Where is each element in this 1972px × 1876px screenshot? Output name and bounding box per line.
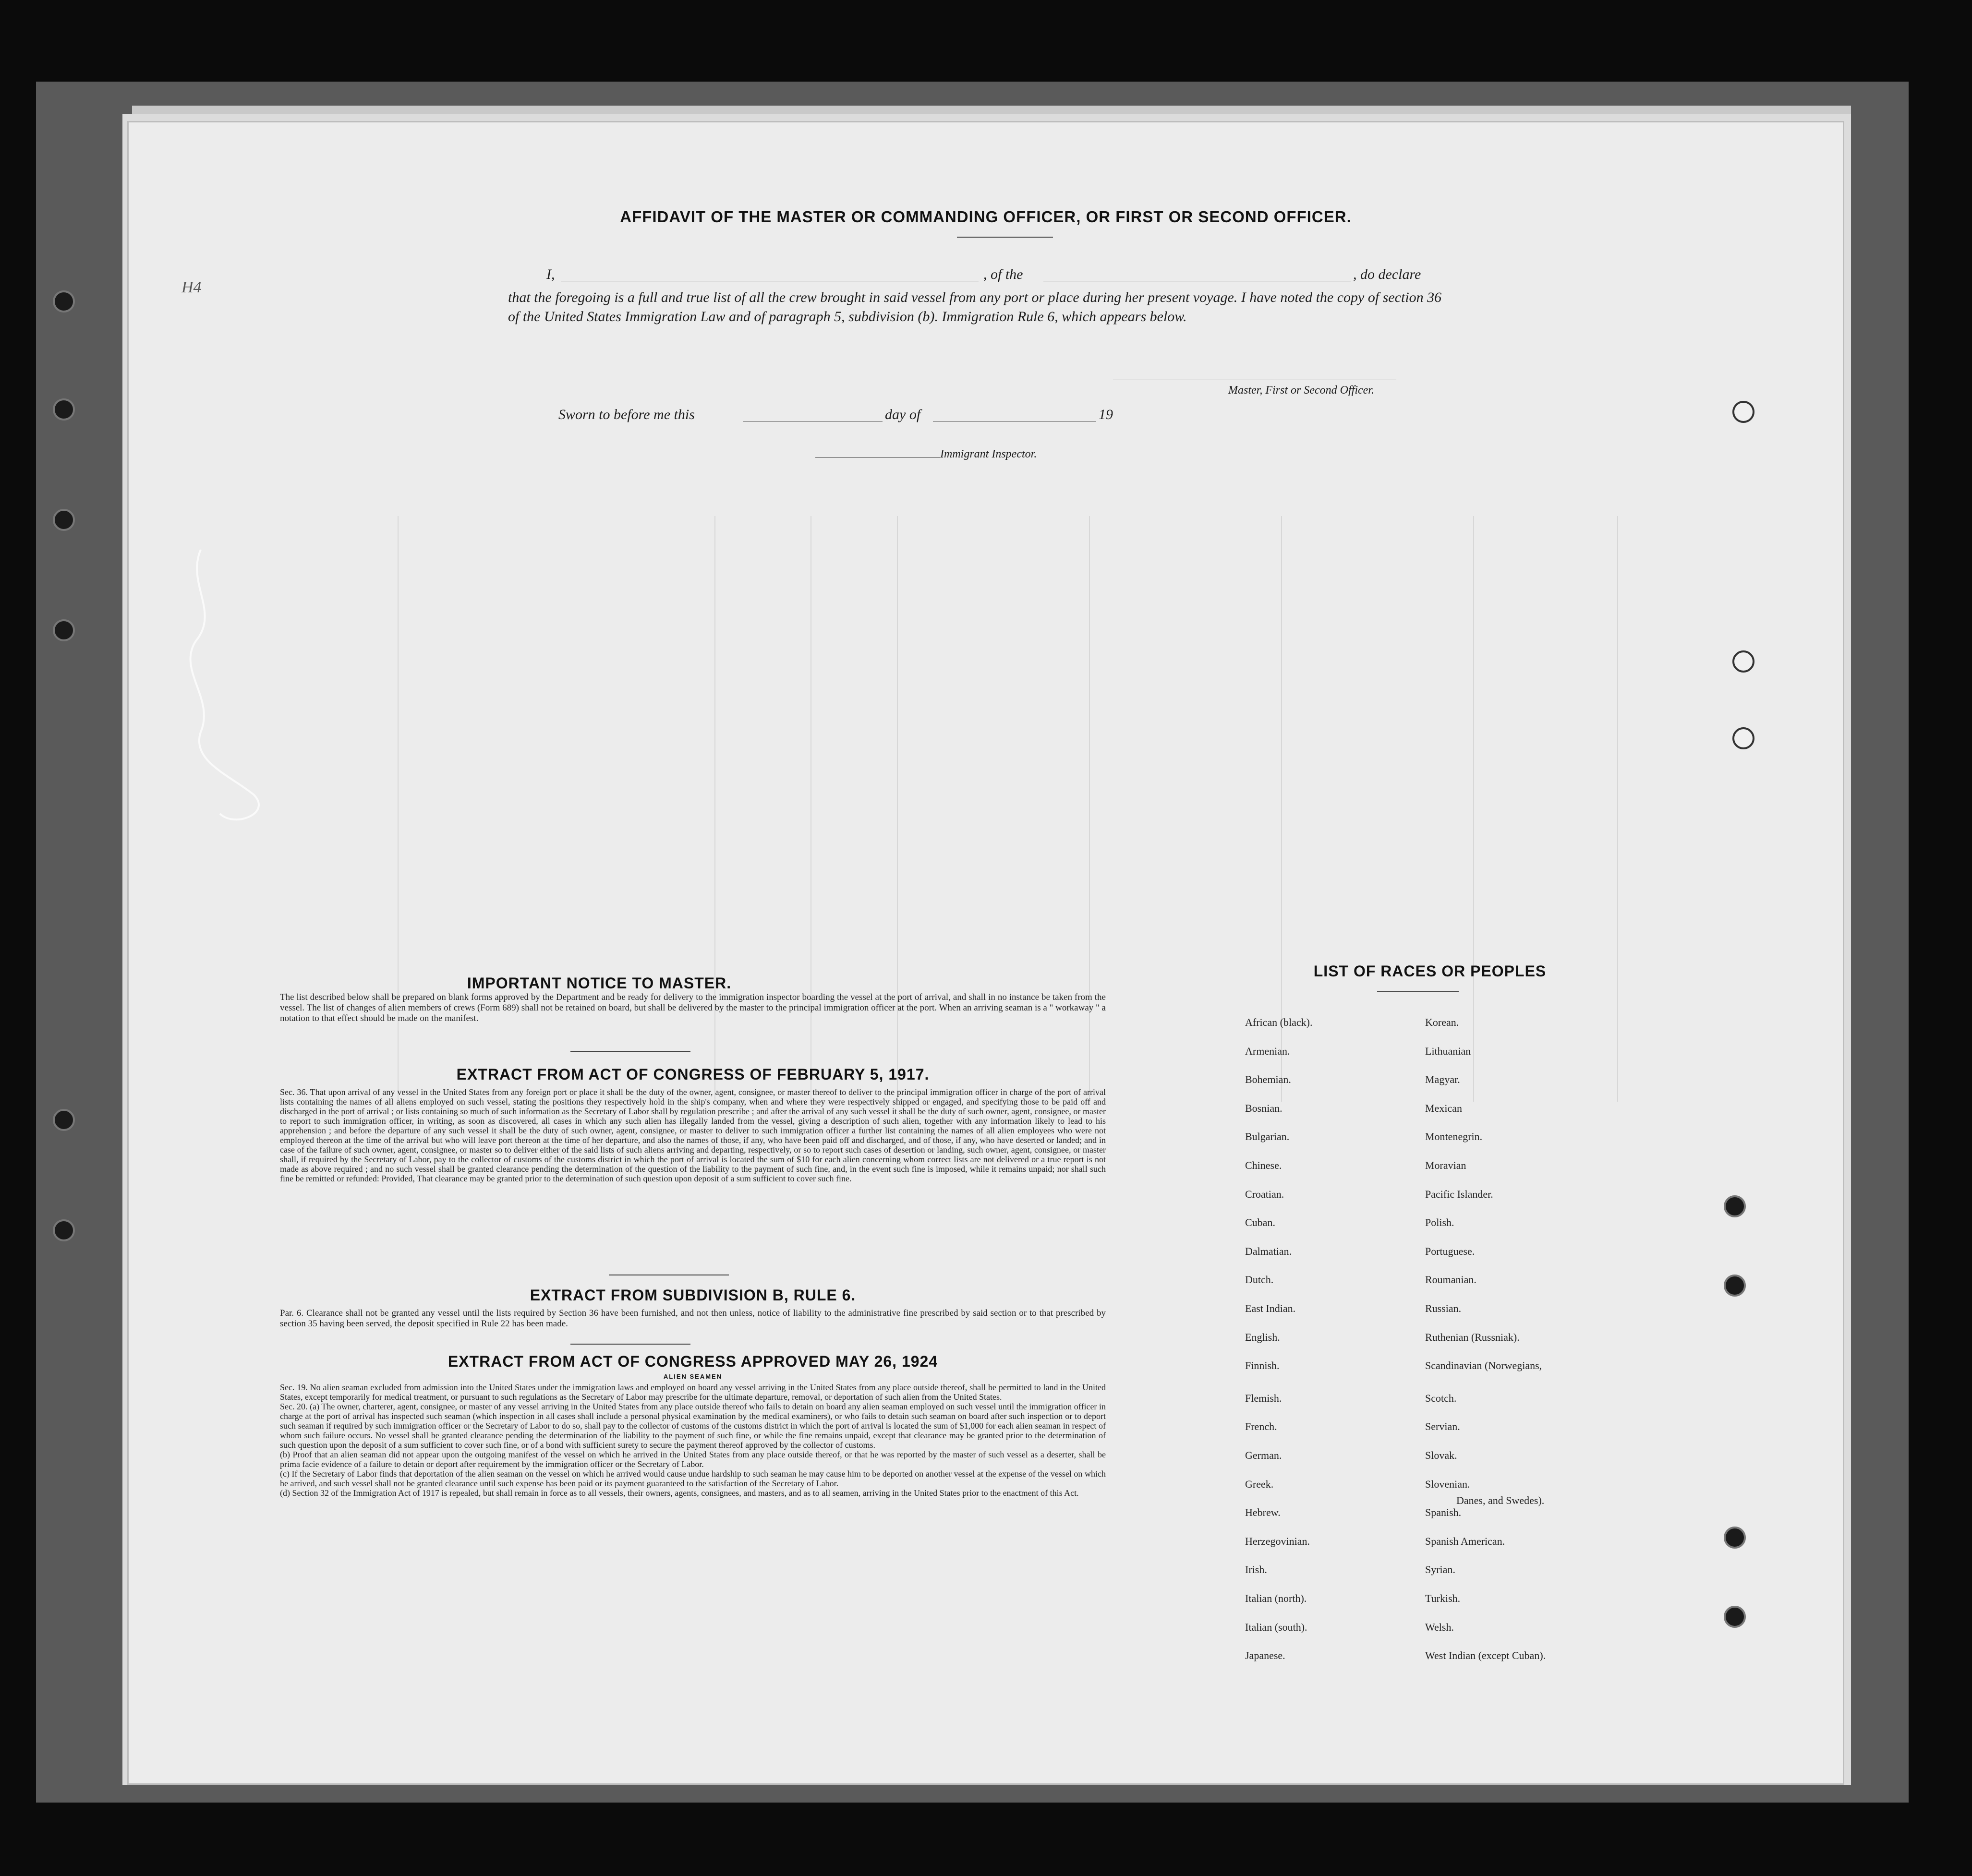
inspector-label: Immigrant Inspector. (940, 448, 1037, 460)
divider (1377, 991, 1459, 992)
race-item: Roumanian. (1425, 1274, 1476, 1286)
sec-20b: (b) Proof that an alien seaman did not appear upon the outgoing manifest of the vessel on which he arrived in the United States from any place outside thereof, or that he was reported by the master of such vessel as a deserter, shall be prima facie evidence of a failure to detain or deport after requirement by the immigration officer or the Secretary of Labor. (280, 1450, 1106, 1469)
notice-body: The list described below shall be prepared on blank forms approved by the Department and be ready for delivery to the immigration inspector boarding the vessel at the port of arrival, and shall in no instance be taken from the vessel. The list of changes of alien members of crews (Form 689) shall not be retained on board, but shall be delivered by the master to the principal immigration officer at the port. When an arriving seaman is a " workaway " a notation to that effect should be made on the manifest. (280, 992, 1106, 1023)
extract-1917-title: EXTRACT FROM ACT OF CONGRESS OF FEBRUARY 5, 1917. (456, 1066, 930, 1083)
sworn-before: Sworn to before me this (558, 407, 695, 422)
race-item: French. (1245, 1420, 1277, 1432)
binder-hole (53, 619, 75, 641)
binder-hole (53, 1109, 75, 1131)
margin-scribble (157, 545, 292, 833)
affidavit-declare: , do declare (1353, 266, 1421, 282)
binder-hole (53, 290, 75, 313)
race-item: Bosnian. (1245, 1102, 1282, 1114)
binder-hole (1732, 401, 1754, 423)
race-item: Magyar. (1425, 1073, 1460, 1085)
extract-1917-body: Sec. 36. That upon arrival of any vessel in the United States from any foreign port or place it shall be the duty of the owner, agent, consignee, or master thereof to deliver to the principal immigration officer in charge of the port of arrival lists containing the names of all aliens employed on such vessel, stating the positions they respectively hold in the ship's company, when and where they were respectively shipped or engaged, and specifying those to be paid off and discharged in the port of arrival ; or lists containing so much of such information as the Secretary of Labor shall by regulation prescribe ; and after the arrival of any such vessel it shall be the duty of such owner, agent, consignee, or master to report to such immigration officer, in writing, as soon as discovered, all cases in which any such alien has illegally landed from the vessel, giving a description of such alien, together with any information likely to lead to his apprehension ; and before the departure of any such vessel it shall be the duty of such owner, agent, consignee, or master to deliver to such immigration officer a further list containing the names of all alien employees who were not employed thereon at the time of the arrival but who will leave port thereon at the time of her departure, and also the names of those, if any, who have been paid off and discharged, and of those, if any, who have deserted or landed; and in case of the failure of such owner, agent, consignee, or master so to deliver either of the said lists of such aliens arriving and departing, respectively, or so to report such cases of desertion or landing, such owner, agent, consignee, or master shall, if required by the Secretary of Labor, pay to the collector of customs of the customs district in which the port of arrival is located the sum of $10 for each alien concerning whom correct lists are not delivered or a true report is not made as above required ; and no such vessel shall be granted clearance pending the determination of the question of the liability to the payment of such fine, and, in the event such fine is imposed, while it remains unpaid; nor shall such fine be remitted or refunded: Provided, That clearance may be granted prior to the determination of such question upon deposit of a sum sufficient to cover such fine. (280, 1087, 1106, 1183)
race-item: Slovak. (1425, 1449, 1457, 1461)
extract-1924-subtitle: ALIEN SEAMEN (663, 1373, 723, 1380)
divider (570, 1344, 690, 1345)
races-title: LIST OF RACES OR PEOPLES (1313, 962, 1547, 980)
race-item: Bulgarian. (1245, 1130, 1290, 1142)
binder-hole (1732, 650, 1754, 673)
binder-hole (1724, 1275, 1746, 1297)
extract-rule6-title: EXTRACT FROM SUBDIVISION B, RULE 6. (530, 1287, 856, 1304)
form-page (129, 122, 1843, 1783)
race-item: Pacific Islander. (1425, 1188, 1493, 1200)
race-item: Flemish. (1245, 1392, 1282, 1404)
race-item: Dalmatian. (1245, 1245, 1292, 1257)
race-item: Slovenian. (1425, 1478, 1470, 1490)
race-continuation: Danes, and Swedes). (1456, 1494, 1545, 1506)
race-item: Finnish. (1245, 1359, 1280, 1371)
race-item: Armenian. (1245, 1045, 1290, 1057)
race-item: Dutch. (1245, 1274, 1274, 1286)
binder-hole (1732, 727, 1754, 749)
extract-1924-title: EXTRACT FROM ACT OF CONGRESS APPROVED MAY 26, 1924 (448, 1353, 938, 1370)
race-item: Bohemian. (1245, 1073, 1291, 1085)
race-item: Herzegovinian. (1245, 1535, 1310, 1547)
affidavit-title: AFFIDAVIT OF THE MASTER OR COMMANDING OFFICER, OR FIRST OR SECOND OFFICER. (620, 208, 1352, 226)
margin-note: H4 (181, 278, 202, 296)
binder-hole (53, 509, 75, 531)
race-item: Korean. (1425, 1016, 1459, 1028)
sec-20a: Sec. 20. (a) The owner, charterer, agent, consignee, or master of any vessel arriving in the United States from any place outside thereof who fails to detain on board any alien seaman employed on such vessel until the immigration officer in charge at the port of arrival has inspected such seaman (which inspection in all cases shall include a personal physical examination by the medical examiners), or who fails to detain such seaman on board after such inspection or to deport such seaman if required by such immigration officer or the Secretary of Labor to do so, shall pay to the collector of customs of the customs district in which the port of arrival is located the sum of $1,000 for each alien seaman in respect of whom such failure occurs. No vessel shall be granted clearance pending the determination of the liability to the payment of such fine, or while the fine remains unpaid, except that clearance may be granted prior to the determination of such question upon the deposit of a sum sufficient to cover such fine, or of a bond with sufficient surety to secure the payment thereof approved by the collector of customs. (280, 1402, 1106, 1450)
race-item: Lithuanian (1425, 1045, 1471, 1057)
race-item: Irish. (1245, 1563, 1267, 1575)
race-item: Portuguese. (1425, 1245, 1475, 1257)
race-item: Italian (south). (1245, 1621, 1307, 1633)
affidavit-body: that the foregoing is a full and true list of all the crew brought in said vessel from any port or place during her present voyage. I have noted the copy of section 36 of the United States Immigration Law and of paragraph 5, subdivision (b). Immigration Rule 6, which appears below. (508, 289, 1442, 325)
sec-20c: (c) If the Secretary of Labor finds that deportation of the alien seaman on the vessel on which he arrived would cause undue hardship to such seaman he may cause him to be deported on another vessel at the expense of the vessel on which he arrived, and such vessel shall not be granted clearance until such expense has been paid or its payment guaranteed to the satisfaction of the Secretary of Labor. (280, 1469, 1106, 1488)
race-item: West Indian (except Cuban). (1425, 1649, 1546, 1661)
race-item: Ruthenian (Russniak). (1425, 1331, 1520, 1343)
affidavit-of-the: , of the (983, 266, 1023, 282)
binder-hole (1724, 1527, 1746, 1549)
binder-hole (1724, 1195, 1746, 1217)
binder-hole (53, 1219, 75, 1241)
race-item: Mexican (1425, 1102, 1462, 1114)
race-item: Moravian (1425, 1159, 1466, 1171)
race-item: Hebrew. (1245, 1506, 1281, 1518)
race-item: Cuban. (1245, 1216, 1275, 1228)
binder-hole (1724, 1606, 1746, 1628)
inspector-blank (815, 457, 940, 458)
race-item: Polish. (1425, 1216, 1454, 1228)
race-item: Turkish. (1425, 1592, 1461, 1604)
sec-20d: (d) Section 32 of the Immigration Act of 1917 is repealed, but shall remain in force as to all vessels, their owners, agents, consignees, and masters, and as to all seamen, arriving in the United States prior to the enactment of this Act. (280, 1488, 1079, 1498)
race-item: African (black). (1245, 1016, 1313, 1028)
race-item: Russian. (1425, 1302, 1462, 1314)
race-item: English. (1245, 1331, 1280, 1343)
bleed-through-line (1281, 516, 1282, 1102)
race-item: Welsh. (1425, 1621, 1454, 1633)
divider (957, 237, 1053, 238)
day-of: day of (885, 407, 921, 422)
race-item: Syrian. (1425, 1563, 1455, 1575)
binder-hole (53, 398, 75, 421)
race-item: Montenegrin. (1425, 1130, 1483, 1142)
race-item: Greek. (1245, 1478, 1274, 1490)
race-item: Servian. (1425, 1420, 1460, 1432)
master-label: Master, First or Second Officer. (1228, 384, 1374, 397)
race-item: Scotch. (1425, 1392, 1457, 1404)
divider (570, 1051, 690, 1052)
notice-title: IMPORTANT NOTICE TO MASTER. (467, 974, 732, 992)
race-item: Croatian. (1245, 1188, 1284, 1200)
extract-1924-body (280, 1383, 1106, 1498)
bleed-through-line (1617, 516, 1618, 1102)
affidavit-i: I, (546, 266, 555, 282)
race-item: East Indian. (1245, 1302, 1296, 1314)
sec-19: Sec. 19. No alien seaman excluded from admission into the United States under the immigration laws and employed on board any vessel arriving in the United States from any place outside thereof, shall be permitted to land in the United States, except temporarily for medical treatment, or pursuant to such regulations as the Secretary of Labor may prescribe for the ultimate departure, removal, or deportation of such alien from the United States. (280, 1383, 1106, 1402)
race-item: German. (1245, 1449, 1282, 1461)
race-item: Scandinavian (Norwegians, (1425, 1359, 1542, 1371)
race-item: Chinese. (1245, 1159, 1282, 1171)
race-item: Japanese. (1245, 1649, 1285, 1661)
race-item: Spanish. (1425, 1506, 1462, 1518)
year-prefix: 19 (1099, 407, 1113, 422)
bleed-through-line (1473, 516, 1474, 1102)
race-item: Spanish American. (1425, 1535, 1505, 1547)
race-item: Italian (north). (1245, 1592, 1307, 1604)
extract-rule6-body: Par. 6. Clearance shall not be granted any vessel until the lists required by Section 36 have been furnished, and not then unless, notice of liability to the administrative fine prescribed by said section or to that prescribed by section 35 having been served, the deposit specified in Rule 22 has been made. (280, 1308, 1106, 1329)
